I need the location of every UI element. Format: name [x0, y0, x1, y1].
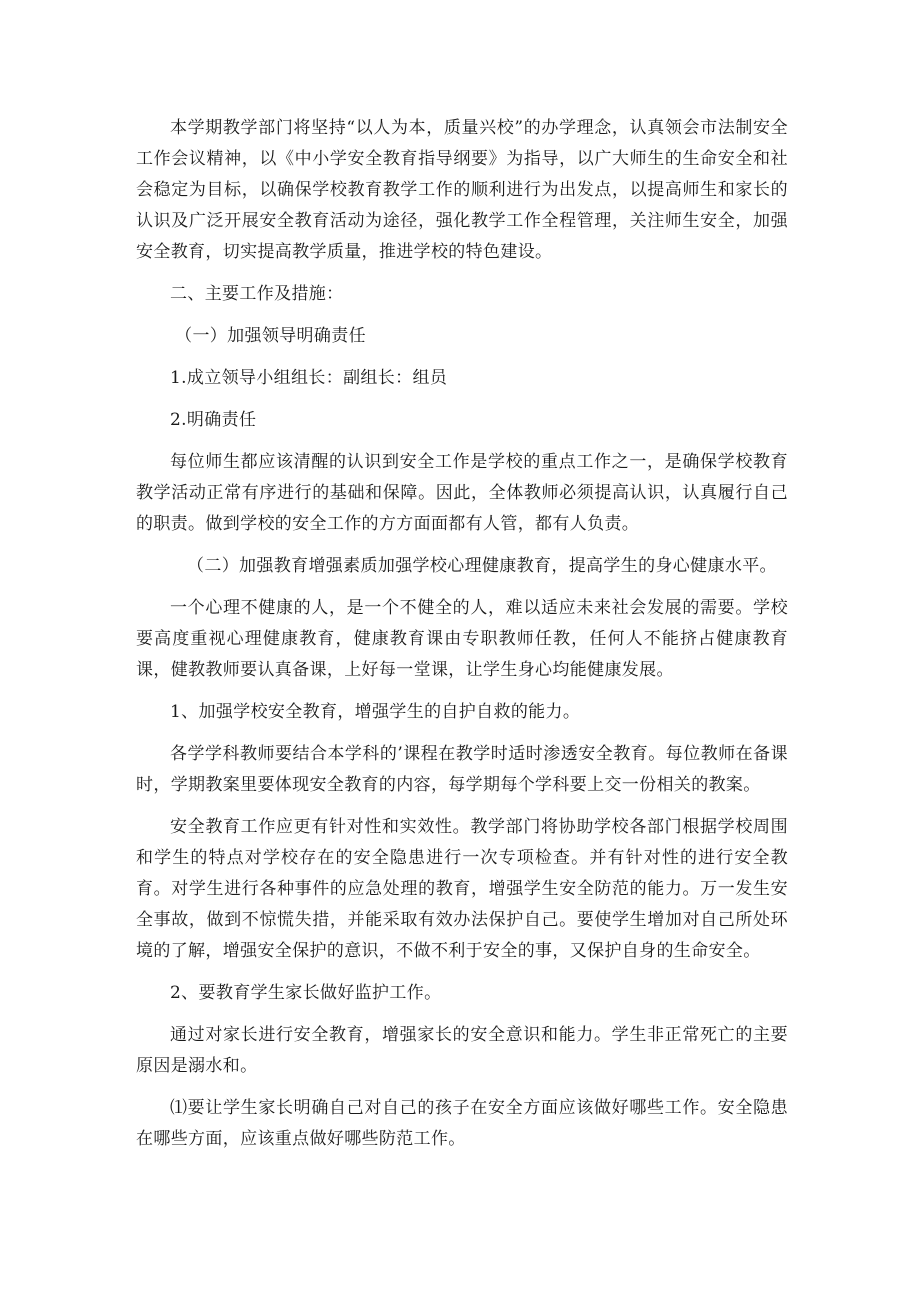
- list-item-parent-supervision: 2、要教育学生家长做好监护工作。: [170, 983, 442, 1003]
- list-item-clarify-responsibility: 2.明确责任: [170, 410, 257, 430]
- parent-education-paragraph: 通过对家长进行安全教育，增强家长的安全意识和能力。学生非正常死亡的主要原因是溺水和。: [136, 1025, 788, 1076]
- mental-health-paragraph: 一个心理不健康的人，是一个不健全的人，难以适应未来社会发展的需要。学校要高度重视心理健康教育，健康教育课由专职教师任教，任何人不能挤占健康教育课，健教教师要认真备课，上好每一堂课，让学生身心均能健康发展。: [136, 598, 788, 680]
- parent-responsibility-paragraph: ⑴要让学生家长明确自己对自己的孩子在安全方面应该做好哪些工作。安全隐患在哪些方面，应该重点做好哪些防范工作。: [136, 1098, 788, 1149]
- safety-work-paragraph: 安全教育工作应更有针对性和实效性。教学部门将协助学校各部门根据学校周围和学生的特点对学校存在的安全隐患进行一次专项检查。并有针对性的进行安全教育。对学生进行各种事件的应急处理的教育，增强学生安全防范的能力。万一发生安全事故，做到不惊慌失措，并能采取有效办法保护自己。要使学生增加对自己所处环境的了解，增强安全保护的意识，不做不利于安全的事，又保护自身的生命安全。: [136, 817, 788, 961]
- intro-paragraph: 本学期教学部门将坚持“以人为本，质量兴校”的办学理念，认真领会市法制安全工作会议精神，以《中小学安全教育指导纲要》为指导，以广大师生的生命安全和社会稳定为目标，以确保学校教育教学工作的顺利进行为出发点，以提高师生和家长的认识及广泛开展安全教育活动为途径，强化教学工作全程管理，关注师生安全，加强安全教育，切实提高教学质量，推进学校的特色建设。: [136, 118, 788, 262]
- subsection-heading-leadership: （一）加强领导明确责任: [175, 326, 366, 346]
- section-heading-main-work: 二、主要工作及措施：: [170, 284, 344, 304]
- responsibility-paragraph: 每位师生都应该清醒的认识到安全工作是学校的重点工作之一，是确保学校教育教学活动正常有序进行的基础和保障。因此，全体教师必须提高认识，认真履行自己的职责。做到学校的安全工作的方方面面都有人管，都有人负责。: [136, 452, 788, 534]
- list-item-safety-education: 1、加强学校安全教育，增强学生的自护自救的能力。: [170, 702, 581, 722]
- list-item-leadership-group: 1.成立领导小组组长：副组长：组员: [170, 368, 448, 388]
- subsection-heading-education: （二）加强教育增强素质加强学校心理健康教育，提高学生的身心健康水平。: [187, 556, 777, 576]
- document-body: [136, 113, 788, 1155]
- subject-teachers-paragraph: 各学学科教师要结合本学科的’课程在教学时适时渗透安全教育。每位教师在备课时，学期教案里要体现安全教育的内容，每学期每个学科要上交一份相关的教案。: [136, 744, 788, 795]
